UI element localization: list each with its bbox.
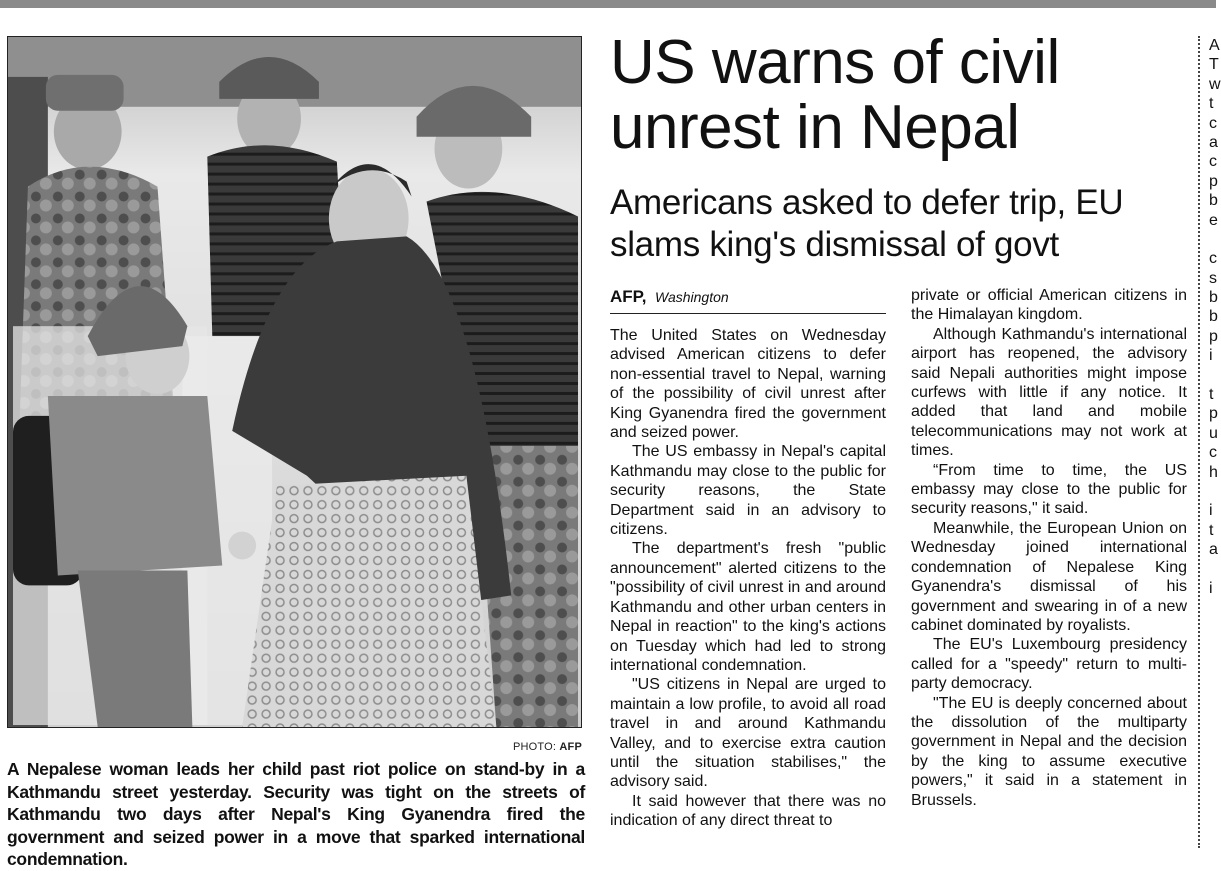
article-paragraph: The US embassy in Nepal's capital Kathmandu may close to the public for security reasons, the State Department said in an advisory to citizens. <box>610 443 886 539</box>
article-paragraph: Meanwhile, the European Union on Wednesday joined international condemnation of Nepalese King Gyanendra's dismissal of his government and swearing in of a new cabinet dominated by royalists. <box>911 519 1187 634</box>
adjacent-text-fragment: e <box>1209 211 1218 229</box>
byline-location: Washington <box>655 289 729 305</box>
adjacent-text-fragment: t <box>1209 95 1214 113</box>
page-top-bar <box>0 0 1216 8</box>
photo-credit <box>513 741 582 753</box>
adjacent-text-fragment: A <box>1209 37 1220 54</box>
photo-credit-source: AFP <box>559 741 582 753</box>
adjacent-text-fragment: w <box>1209 75 1221 93</box>
subheadline: Americans asked to defer trip, EU slams king's dismissal of govt <box>610 183 1124 264</box>
photo-credit-label: PHOTO: <box>512 741 557 753</box>
adjacent-text-fragment: t <box>1209 386 1214 404</box>
adjacent-text-fragment: i <box>1209 579 1213 597</box>
article-paragraph: It said however that there was no indication of any direct threat to <box>610 792 886 830</box>
adjacent-text-fragment: p <box>1209 327 1218 345</box>
byline <box>610 286 886 314</box>
adjacent-text-fragment: u <box>1209 424 1218 442</box>
photo-illustration <box>8 37 581 727</box>
article-paragraph: “From time to time, the US embassy may close to the public for security reasons," it said. <box>911 461 1187 518</box>
adjacent-text-fragment: h <box>1209 463 1218 481</box>
article-paragraph: Although Kathmandu's international airport has reopened, the advisory said Nepali authorities might impose curfews with little if any notice. It added that land and mobile telecommunications may not work at times. <box>911 325 1187 460</box>
adjacent-text-fragment: b <box>1209 192 1218 210</box>
article-paragraph: The United States on Wednesday advised American citizens to defer non-essential travel to Nepal, warning of the possibility of civil unrest after King Gyanendra fired the government and seized power. <box>610 327 886 442</box>
article-column-1 <box>610 326 886 831</box>
article-paragraph: The EU's Luxembourg presidency called for a "speedy" return to multi-party democracy. <box>911 636 1187 693</box>
article-paragraph: private or official American citizens in the Himalayan kingdom. <box>911 287 1187 324</box>
adjacent-text-fragment: p <box>1209 172 1218 190</box>
article-paragraph: "The EU is deeply concerned about the dissolution of the multiparty government in Nepal and the decision by the king to assume executive powers," it said in a statement in Brussels. <box>911 694 1187 809</box>
adjacent-text-fragment: p <box>1209 405 1218 423</box>
adjacent-text-fragment: b <box>1209 308 1218 326</box>
column-rule <box>1198 36 1200 848</box>
adjacent-text-fragment <box>1209 230 1219 249</box>
photo-caption: A Nepalese woman leads her child past riot police on stand-by in a Kathmandu street yesterday. Security was tight on the streets of Kathmandu two days after Nepal's King Gyanendra fired the government and seized power in a move that sparked international condemnation. <box>7 759 585 869</box>
adjacent-text-fragment <box>1209 366 1219 385</box>
byline-agency: AFP, <box>610 287 647 306</box>
article-paragraph: "US citizens in Nepal are urged to maintain a low profile, to avoid all road travel in and around Kathmandu Valley, and to exercise extra caution until the situation stabilises," the advisory said. <box>610 676 886 791</box>
adjacent-text-fragment: c <box>1209 250 1217 268</box>
adjacent-text-fragment: a <box>1209 541 1218 559</box>
article-column-2 <box>911 286 1187 810</box>
adjacent-text-fragment: a <box>1209 133 1218 151</box>
adjacent-text-fragment: c <box>1209 444 1217 462</box>
adjacent-text-fragment: c <box>1209 114 1217 132</box>
article-paragraph: The department's fresh "public announcement" alerted citizens to the "possibility of civil unrest in and around Kathmandu and other urban centers in Nepal in reaction" to the king's actions on Tuesday which had led to strong international condemnation. <box>610 540 886 674</box>
adjacent-text-fragment: b <box>1209 289 1218 307</box>
adjacent-text-fragment: t <box>1209 521 1214 539</box>
adjacent-text-fragment <box>1209 482 1219 501</box>
adjacent-text-fragment <box>1209 560 1219 579</box>
adjacent-text-fragment: c <box>1209 153 1217 171</box>
adjacent-text-fragment: s <box>1209 269 1217 287</box>
news-photo <box>7 36 582 728</box>
adjacent-text-fragment: T <box>1209 56 1219 74</box>
adjacent-text-fragment: i <box>1209 347 1213 365</box>
adjacent-article-fragment <box>1209 36 1219 848</box>
headline: US warns of civil unrest in Nepal <box>610 28 1060 162</box>
adjacent-text-fragment: i <box>1209 502 1213 520</box>
